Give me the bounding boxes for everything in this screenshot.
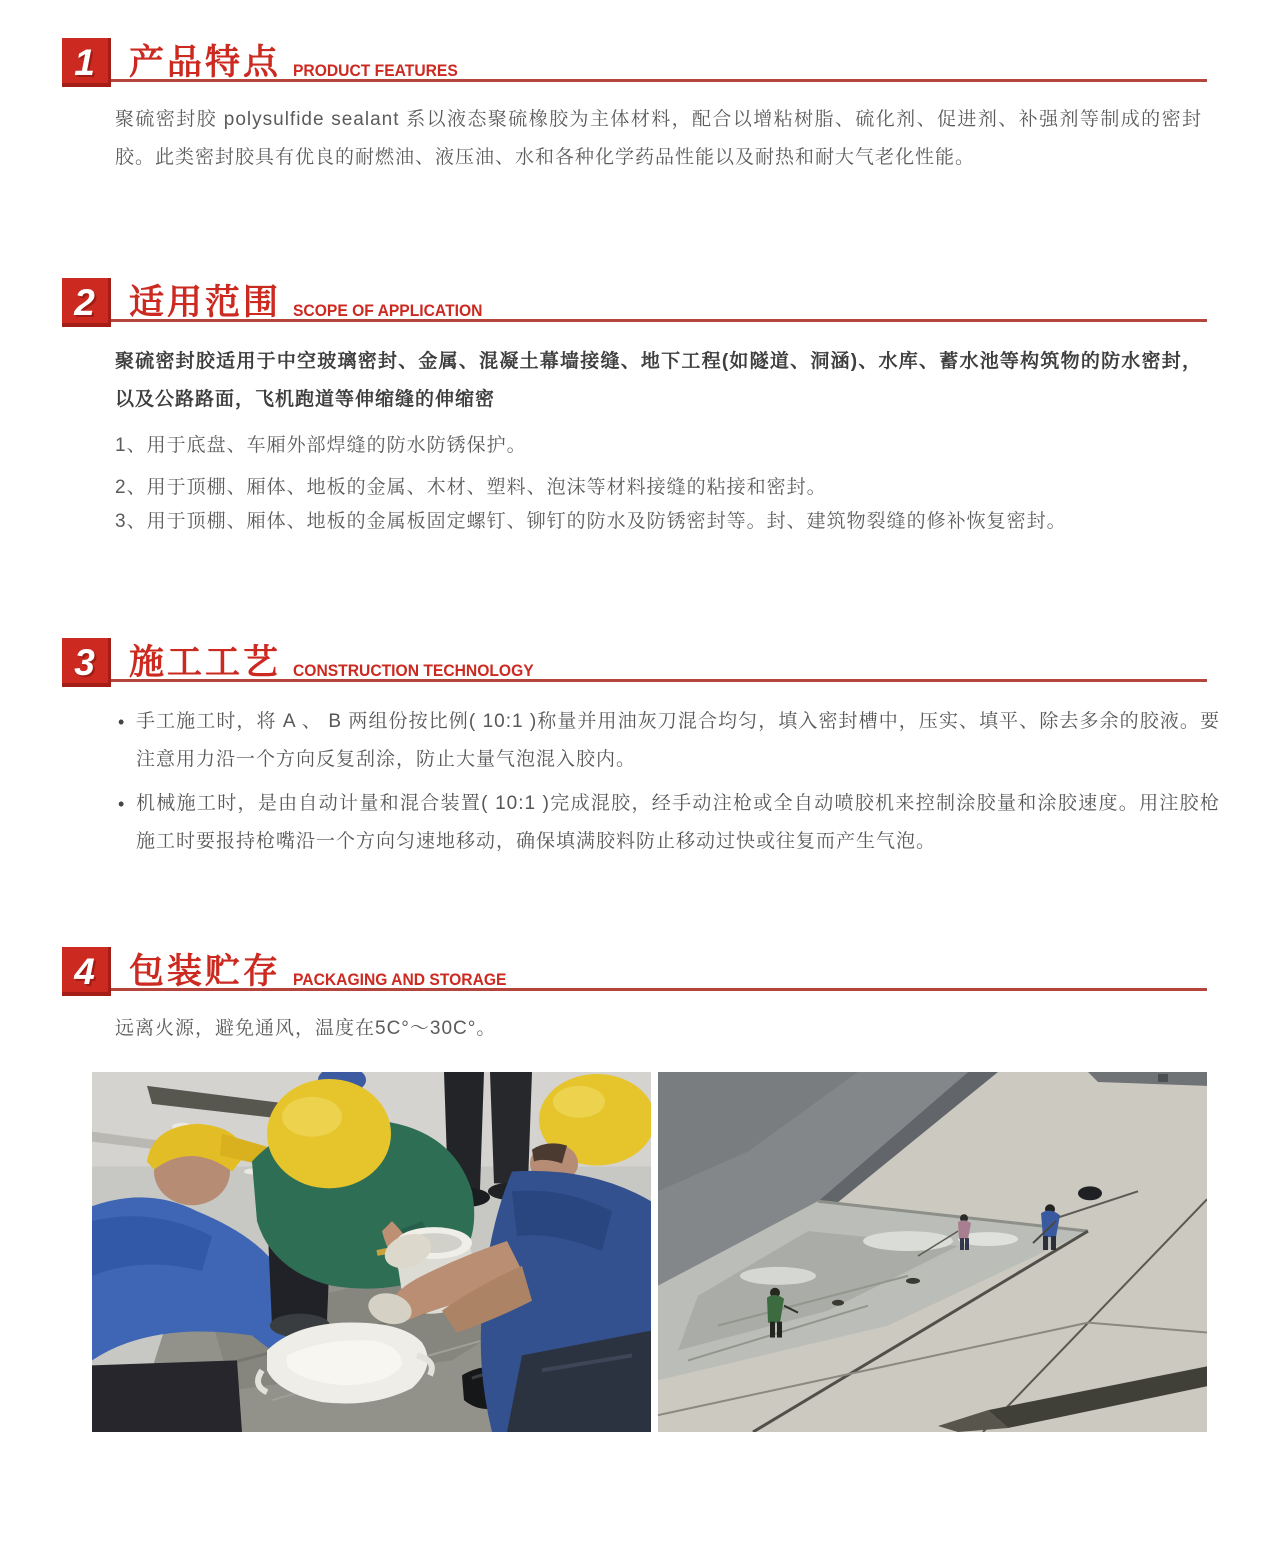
dam-slope-joint-sealing-illustration bbox=[658, 1072, 1207, 1432]
dam-slope-joint-sealing-photo bbox=[658, 1072, 1207, 1432]
section-4-paragraph: 远离火源，避免通风，温度在5C°～30C°。 bbox=[115, 1018, 497, 1039]
section-1-paragraph: 聚硫密封胶 polysulfide sealant 系以液态聚硫橡胶为主体材料，配合以增粘树脂、硫化剂、促进剂、补强剂等制成的密封胶。此类密封胶具有优良的耐燃油、液压油、水和各种化学药品性能以及耐热和耐大气老化性能。 bbox=[115, 109, 1202, 168]
bullet-text: 机械施工时，是由自动计量和混合装置( 10:1 )完成混胶，经手动注枪或全自动喷胶机来控制涂胶量和涂胶速度。用注胶枪施工时要报持枪嘴沿一个方向匀速地移动，确保填满胶料防止移动过快或往复而产生气泡。 bbox=[136, 793, 1220, 852]
photo-strip bbox=[92, 1072, 1207, 1432]
section-4-title: 包装贮存 bbox=[129, 952, 282, 991]
workers-mixing-sealant-illustration bbox=[92, 1072, 651, 1432]
workers-mixing-sealant-photo bbox=[92, 1072, 651, 1432]
bullet-item bbox=[118, 703, 1220, 779]
section-4-number-badge bbox=[62, 947, 111, 996]
application-list-item: 3、用于顶棚、厢体、地板的金属板固定螺钉、铆钉的防水及防锈密封等。封、建筑物裂缝的修补恢复密封。 bbox=[115, 511, 1067, 532]
section-2-number: 2 bbox=[74, 282, 95, 323]
application-list bbox=[115, 431, 1202, 537]
section-2-number-badge bbox=[62, 278, 111, 327]
section-3-header bbox=[62, 637, 1207, 687]
section-2-subtitle: SCOPE OF APPLICATION bbox=[293, 301, 483, 320]
section-product-features bbox=[0, 37, 1280, 177]
section-1-number-badge bbox=[62, 38, 111, 87]
section-3-title: 施工工艺 bbox=[129, 643, 282, 682]
section-packaging-and-storage bbox=[0, 946, 1280, 1048]
application-list-item: 2、用于顶棚、厢体、地板的金属、木材、塑料、泡沫等材料接缝的粘接和密封。 bbox=[115, 477, 827, 498]
section-4-number: 4 bbox=[74, 951, 95, 992]
application-list-item: 1、用于底盘、车厢外部焊缝的防水防锈保护。 bbox=[115, 435, 527, 456]
bullet-dot-icon: • bbox=[118, 794, 126, 814]
section-4-subtitle: PACKAGING AND STORAGE bbox=[293, 970, 507, 989]
section-scope-of-application bbox=[0, 277, 1280, 537]
construction-bullet-list bbox=[118, 703, 1220, 861]
section-2-title: 适用范围 bbox=[129, 283, 282, 322]
section-1-subtitle: PRODUCT FEATURES bbox=[293, 61, 458, 80]
section-1-number: 1 bbox=[74, 42, 95, 83]
section-4-header bbox=[62, 946, 1207, 996]
bullet-text: 手工施工时，将 A 、 B 两组份按比例( 10:1 )称量并用油灰刀混合均匀，填入密封槽中，压实、填平、除去多余的胶液。要注意用力沿一个方向反复刮涂，防止大量气泡混入胶内。 bbox=[136, 711, 1220, 770]
section-1-header bbox=[62, 37, 1207, 87]
bullet-item bbox=[118, 785, 1220, 861]
bullet-dot-icon: • bbox=[118, 712, 126, 732]
section-3-number: 3 bbox=[74, 642, 95, 683]
section-construction-technology bbox=[0, 637, 1280, 861]
section-3-number-badge bbox=[62, 638, 111, 687]
section-2-lead-paragraph: 聚硫密封胶适用于中空玻璃密封、金属、混凝土幕墙接缝、地下工程(如隧道、洞涵)、水库、蓄水池等构筑物的防水密封，以及公路路面，飞机跑道等伸缩缝的伸缩密 bbox=[115, 351, 1202, 410]
section-3-subtitle: CONSTRUCTION TECHNOLOGY bbox=[293, 661, 534, 680]
section-2-header bbox=[62, 277, 1207, 327]
section-1-title: 产品特点 bbox=[129, 43, 282, 82]
